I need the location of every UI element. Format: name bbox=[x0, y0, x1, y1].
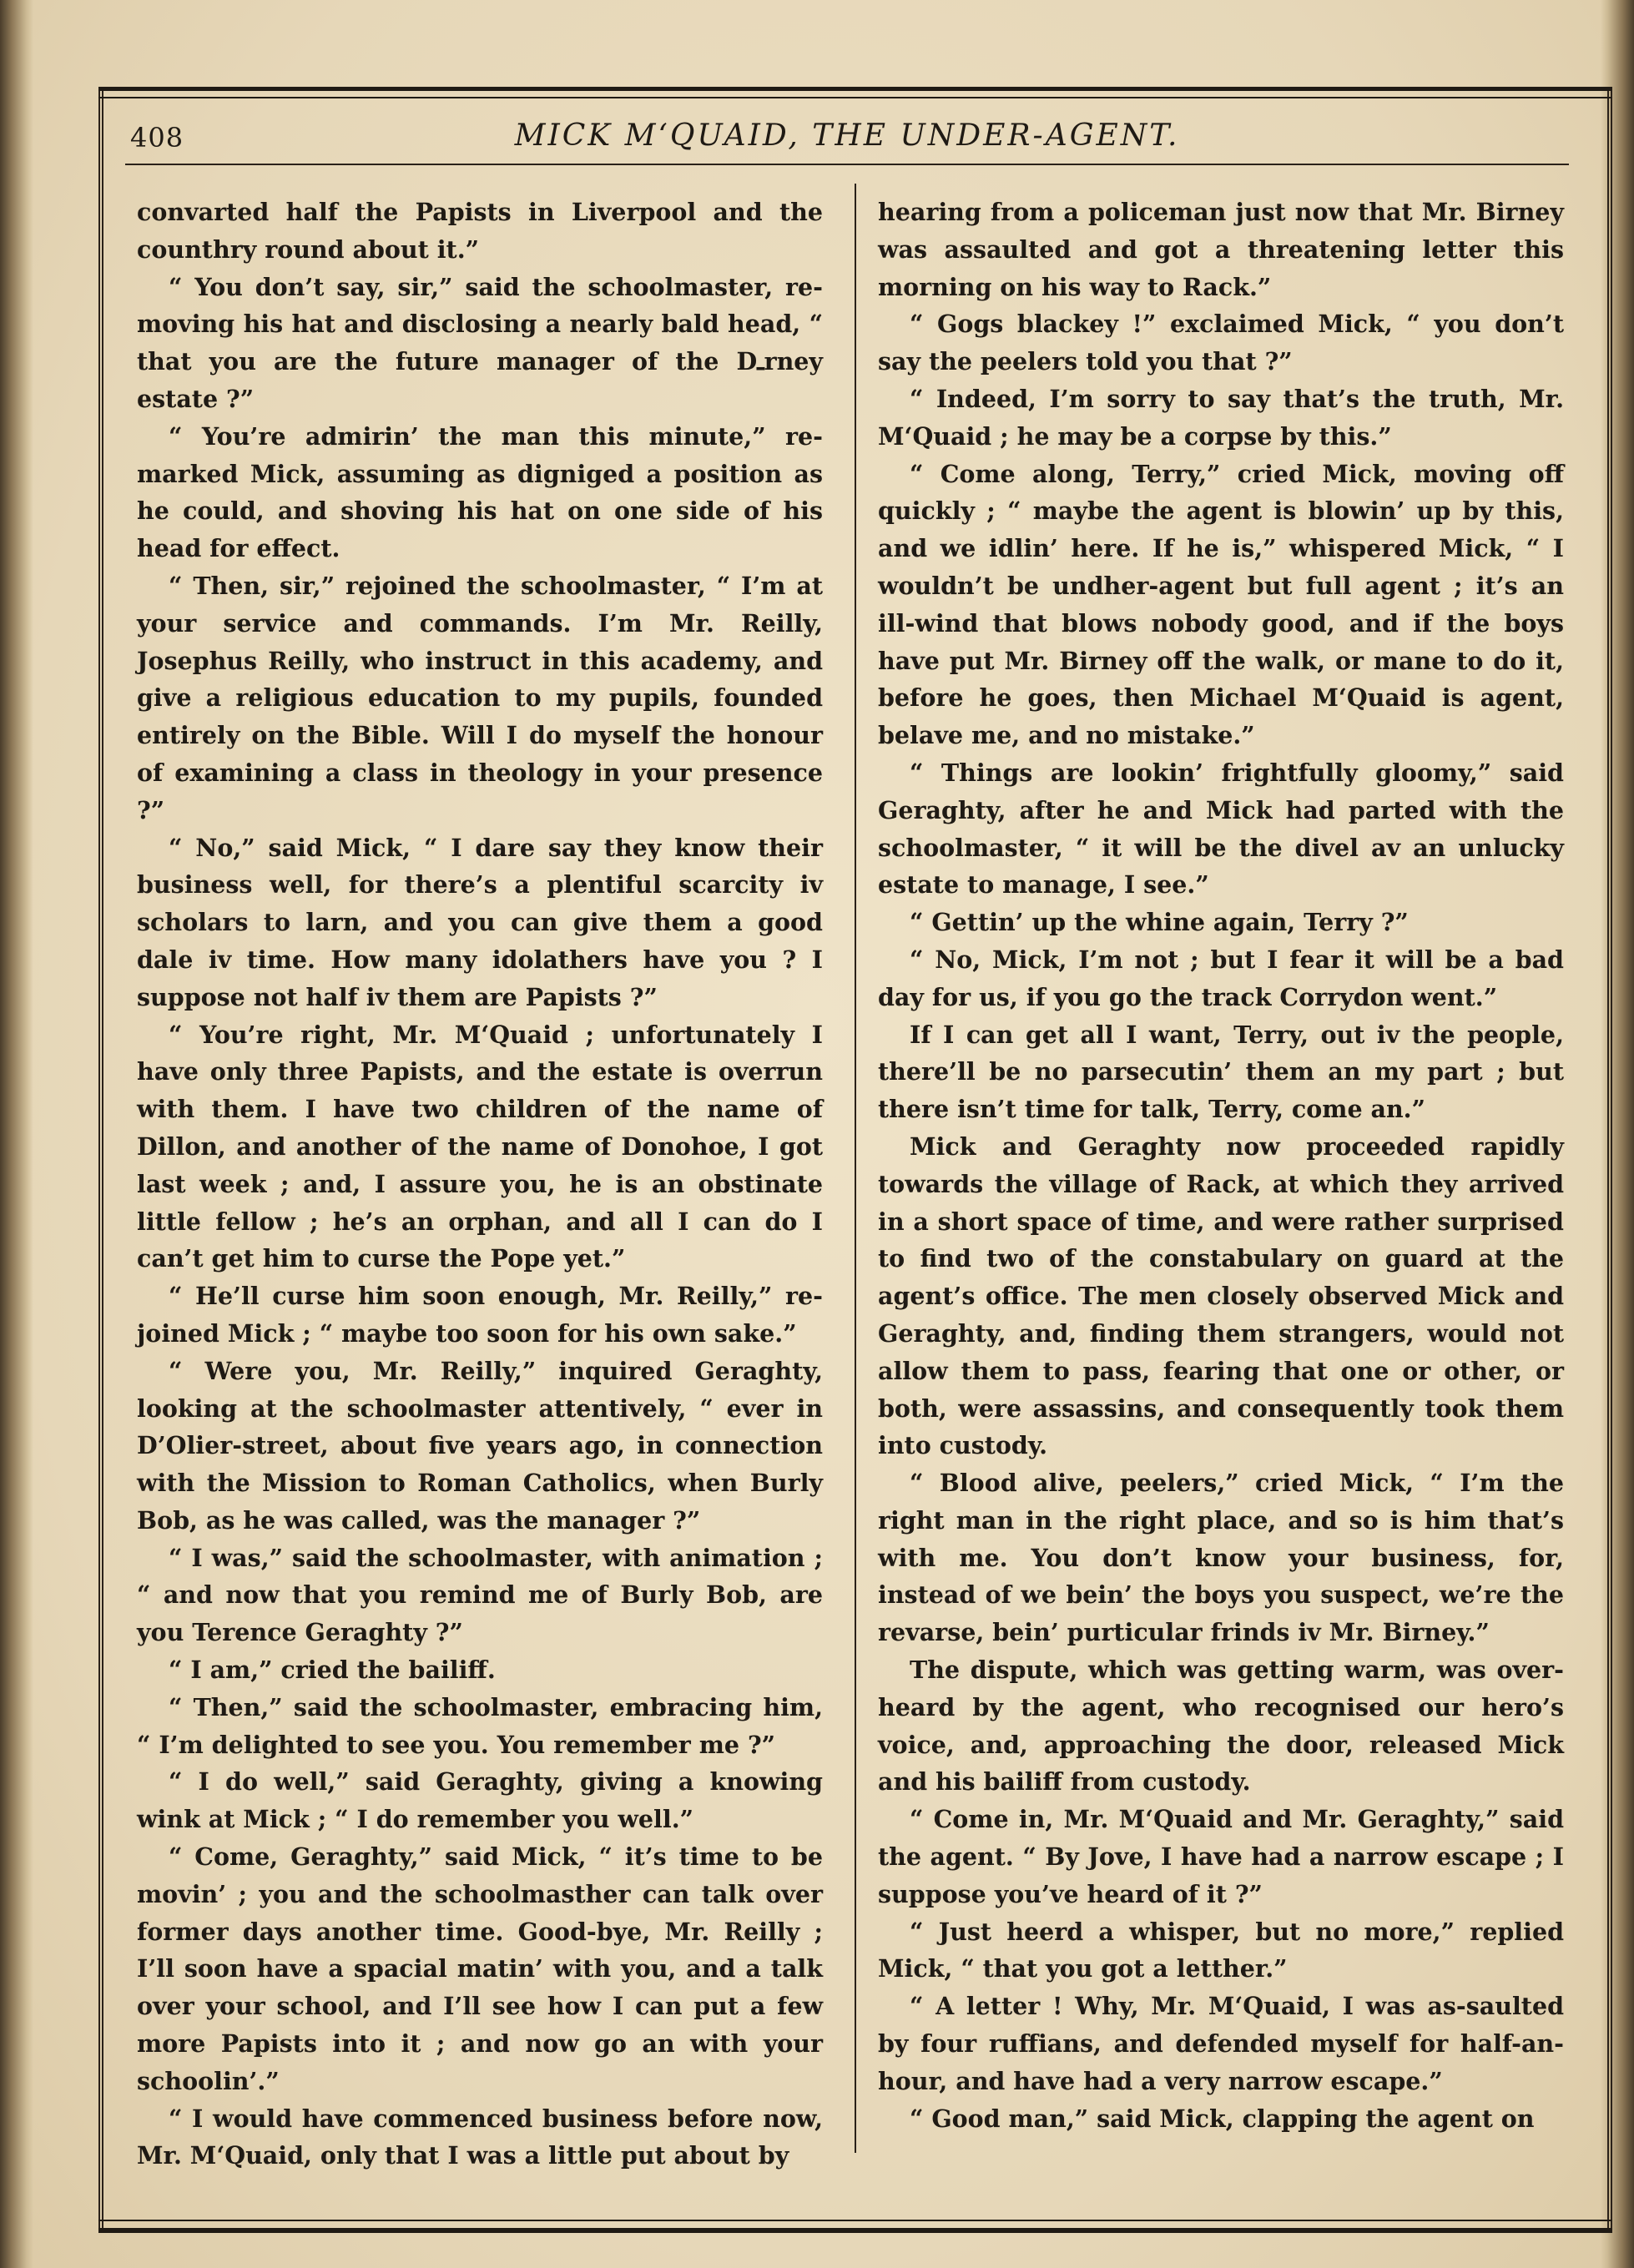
paragraph: “ Then, sir,” rejoined the schoolmaster, “ I’m at your service and commands. I’m Mr. Reilly, Josephus Reilly, who instruct in this academy, and give a religious education to my pupils, founded entirely on the Bible. Will I do myself the honour of examining a class in theology in your presence ?” bbox=[137, 571, 823, 824]
paragraph: “ Then,” said the schoolmaster, embracing him, “ I’m delighted to see you. You remember me ?” bbox=[137, 1692, 823, 1759]
paragraph: “ I am,” cried the bailiff. bbox=[169, 1656, 496, 1685]
paragraph: If I can get all I want, Terry, out iv the people, there’ll be no parsecutin’ them an my part ; but there isn’t time for talk, Terry, come an.” bbox=[878, 1020, 1564, 1124]
paragraph: “ I was,” said the schoolmaster, with animation ; “ and now that you remind me of Burly Bob, are you Terence Geraghty ?” bbox=[137, 1543, 823, 1647]
paragraph: “ A letter ! Why, Mr. M‘Quaid, I was as-saulted by four ruffians, and defended myself for half-an-hour, and have had a very narrow escape.” bbox=[878, 1992, 1564, 2095]
page-number: 408 bbox=[130, 122, 184, 154]
paragraph: “ He’ll curse him soon enough, Mr. Reilly,” re-joined Mick ; “ maybe too soon for his own sake.” bbox=[137, 1282, 823, 1348]
bottom-rule bbox=[98, 2220, 1612, 2233]
paragraph: hearing from a policeman just now that Mr. Birney was assaulted and got a threatening letter this morning on his way to Rack.” bbox=[878, 198, 1564, 301]
paragraph: “ Gettin’ up the whine again, Terry ?” bbox=[910, 908, 1409, 937]
paragraph: “ Come in, Mr. M‘Quaid and Mr. Geraghty,” said the agent. “ By Jove, I have had a narrow escape ; I suppose you’ve heard of it ?” bbox=[878, 1805, 1564, 1908]
paragraph: “ I would have commenced business before now, Mr. M‘Quaid, only that I was a little put about by bbox=[137, 2104, 823, 2170]
paragraph: “ No, Mick, I’m not ; but I fear it will be a bad day for us, if you go the track Corrydon went.” bbox=[878, 945, 1564, 1011]
page-edge-left bbox=[0, 0, 33, 2268]
paragraph: The dispute, which was getting warm, was over-heard by the agent, who recognised our hero’s voice, and, approaching the door, released Mick and his bailiff from custody. bbox=[878, 1656, 1564, 1797]
paragraph: “ Indeed, I’m sorry to say that’s the truth, Mr. M‘Quaid ; he may be a corpse by this.” bbox=[878, 384, 1564, 451]
paragraph: “ Gogs blackey !” exclaimed Mick, “ you don’t say the peelers told you that ?” bbox=[878, 310, 1564, 376]
paragraph: “ Come along, Terry,” cried Mick, moving off quickly ; “ maybe the agent is blowin’ up by this, and we idlin’ here. If he is,” whispered Mick, “ I wouldn’t be undher-agent but full agent ; it’s an ill-wind that blows nobody good, and if the boys have put Mr. Birney off the walk, or mane to do it, before he goes, then Michael M‘Quaid is agent, belave me, and no mistake.” bbox=[878, 459, 1564, 750]
paragraph: “ Things are lookin’ frightfully gloomy,” said Geraghty, after he and Mick had parted with the schoolmaster, “ it will be the divel av an unlucky estate to manage, I see.” bbox=[878, 758, 1564, 900]
paragraph: “ Come, Geraghty,” said Mick, “ it’s time to be movin’ ; you and the schoolmasther can talk over former days another time. Good-bye, Mr. Reilly ; I’ll soon have a spacial matin’ with you, and a talk over your school, and I’ll see how I can put a few more Papists into it ; and now go an with your schoolin’.” bbox=[137, 1842, 823, 2095]
paragraph: “ Just heerd a whisper, but no more,” replied Mick, “ that you got a letther.” bbox=[878, 1917, 1564, 1983]
left-column bbox=[137, 194, 823, 2175]
paragraph: “ Blood alive, peelers,” cried Mick, “ I’m the right man in the right place, and so is him that’s with me. You don’t know your business, for, instead of we bein’ the boys you suspect, we’re the revarse, bein’ purticular frinds iv Mr. Birney.” bbox=[878, 1469, 1564, 1647]
paragraph: “ You’re right, Mr. M‘Quaid ; unfortunately I have only three Papists, and the estate is overrun with them. I have two children of the name of Dillon, and another of the name of Donohoe, I got last week ; and, I assure you, he is an obstinate little fellow ; he’s an orphan, and all I can do I can’t get him to curse the Pope yet.” bbox=[137, 1020, 823, 1273]
paragraph: “ Good man,” said Mick, clapping the agent on bbox=[910, 2104, 1535, 2133]
paragraph: “ You’re admirin’ the man this minute,” re-marked Mick, assuming as digniged a position as he could, and shoving his hat on one side of his head for effect. bbox=[137, 421, 823, 563]
paragraph: “ No,” said Mick, “ I dare say they know their business well, for there’s a plentiful scarcity iv scholars to larn, and you can give them a good dale iv time. How many idolathers have you ? I suppose not half iv them are Papists ?” bbox=[137, 833, 823, 1011]
paragraph: “ You don’t say, sir,” said the schoolmaster, re-moving his hat and disclosing a nearly bald head, “ that you are the future manager of the Dـrney estate ?” bbox=[137, 272, 823, 413]
paragraph: “ I do well,” said Geraghty, giving a knowing wink at Mick ; “ I do remember you well.” bbox=[137, 1767, 823, 1834]
top-rule bbox=[98, 87, 1612, 98]
running-header bbox=[125, 110, 1569, 165]
paragraph: Mick and Geraghty now proceeded rapidly towards the village of Rack, at which they arrived in a short space of time, and were rather surprised to find two of the constabulary on guard at the agent’s office. The men closely observed Mick and Geraghty, and, finding them strangers, would not allow them to pass, fearing that one or other, or both, were assassins, and consequently took them into custody. bbox=[878, 1131, 1564, 1460]
column-divider bbox=[855, 184, 856, 2153]
paragraph: “ Were you, Mr. Reilly,” inquired Geraghty, looking at the schoolmaster attentively, “ ever in D’Olier-street, about five years ago, in connection with the Mission to Roman Catholics, when Burly Bob, as he was called, was the manager ?” bbox=[137, 1356, 823, 1535]
right-column bbox=[878, 194, 1564, 2137]
running-title: MICK M‘QUAID, THE UNDER-AGENT. bbox=[514, 118, 1180, 153]
paragraph: convarted half the Papists in Liverpool and the counthry round about it.” bbox=[137, 198, 823, 264]
